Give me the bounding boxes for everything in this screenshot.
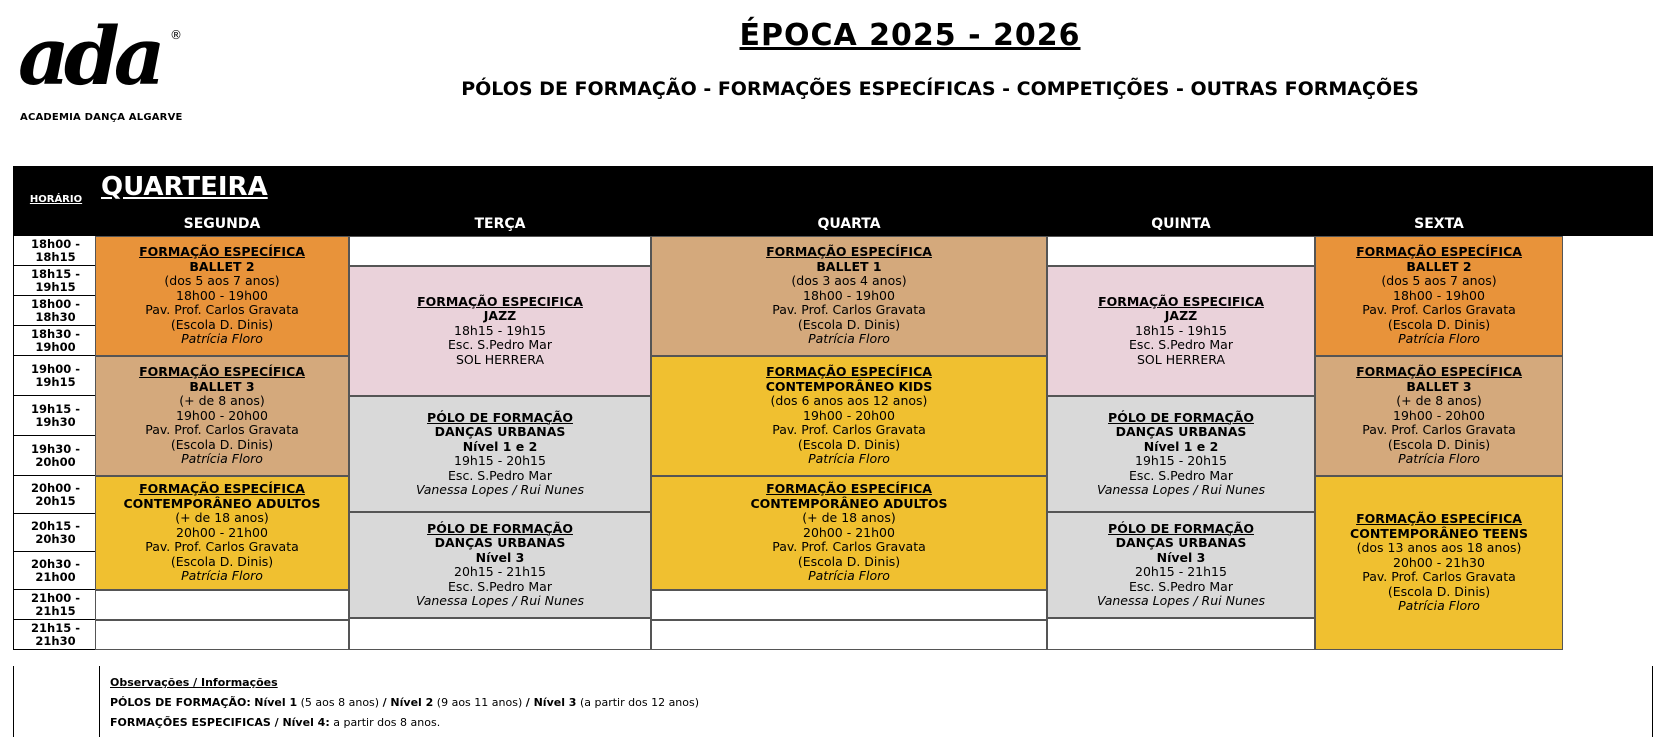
class-block-sexta-ballet2 [1315, 236, 1563, 356]
class-level: Nível 3 [1156, 549, 1206, 565]
schedule-header [13, 166, 1653, 236]
class-teacher: Vanessa Lopes / Rui Nunes [1096, 482, 1266, 497]
class-age: (dos 5 aos 7 anos) [1381, 273, 1497, 289]
notes-nivel2: / Nível 2 [382, 696, 434, 709]
class-name: DANÇAS URBANAS [434, 535, 566, 550]
class-category: FORMAÇÃO ESPECIFICA [417, 293, 583, 309]
class-teacher: Patrícia Floro [808, 568, 890, 584]
class-teacher: SOL HERRERA [455, 351, 544, 367]
time-slot: 20h30 - 21h00 [13, 552, 98, 590]
class-name: CONTEMPORÂNEO ADULTOS [750, 495, 948, 511]
class-category: FORMAÇÃO ESPECÍFICA [139, 364, 305, 380]
class-level: Nível 1 e 2 [462, 438, 538, 454]
class-place: Pav. Prof. Carlos Gravata [772, 422, 926, 438]
time-slot: 18h00 - 18h30 [13, 296, 98, 326]
empty-slot [651, 620, 1047, 650]
notes-line-polos [110, 696, 699, 709]
class-category: FORMAÇÃO ESPECÍFICA [139, 481, 305, 497]
class-time: 20h00 - 21h00 [803, 524, 895, 540]
class-teacher: Patrícia Floro [1398, 331, 1480, 347]
notes-title: Observações / Informações [110, 676, 278, 689]
class-block-sexta-ballet3 [1315, 356, 1563, 476]
empty-slot [1047, 618, 1315, 650]
class-name: DANÇAS URBANAS [1115, 424, 1247, 439]
class-teacher: Patrícia Floro [808, 451, 890, 467]
class-teacher: Vanessa Lopes / Rui Nunes [1096, 593, 1266, 608]
class-time: 19h15 - 20h15 [454, 453, 546, 468]
day-header-terca: TERÇA [474, 216, 526, 232]
class-category: FORMAÇÃO ESPECÍFICA [1356, 244, 1522, 260]
class-place-detail: (Escola D. Dinis) [797, 436, 901, 452]
class-age: (+ de 8 anos) [179, 393, 265, 409]
class-teacher: Vanessa Lopes / Rui Nunes [415, 482, 585, 497]
notes-section [99, 666, 1653, 737]
class-time: 18h00 - 19h00 [1393, 287, 1485, 303]
empty-slot [1047, 236, 1315, 266]
class-time: 20h00 - 21h30 [1393, 554, 1485, 570]
time-slot: 20h00 - 20h15 [13, 476, 98, 514]
horario-label: HORÁRIO [29, 194, 83, 205]
notes-nivel1-range: (5 aos 8 anos) [300, 696, 380, 709]
notes-left-cell [13, 666, 99, 737]
class-place-detail: (Escola D. Dinis) [1387, 316, 1491, 332]
class-time: 18h15 - 19h15 [1135, 322, 1227, 338]
logo-wordmark: ada [18, 9, 160, 103]
time-slot: 20h15 - 20h30 [13, 514, 98, 552]
class-name: BALLET 3 [189, 378, 255, 394]
schedule-table [13, 166, 1653, 737]
location-title: QUARTEIRA [101, 172, 268, 202]
class-name: DANÇAS URBANAS [434, 424, 566, 439]
notes-nivel2-range: (9 aos 11 anos) [436, 696, 523, 709]
notes-formacoes-label: FORMAÇÕES ESPECIFICAS / Nível 4: [110, 716, 330, 729]
class-teacher: Patrícia Floro [808, 331, 890, 347]
class-place-detail: (Escola D. Dinis) [170, 436, 274, 452]
class-block-quinta-dancas-urbanas-1-2 [1047, 396, 1315, 512]
class-time: 20h00 - 21h00 [176, 524, 268, 540]
class-time: 20h15 - 21h15 [454, 564, 546, 579]
class-place: Esc. S.Pedro Mar [1129, 467, 1233, 483]
class-place: Pav. Prof. Carlos Gravata [145, 539, 299, 555]
class-place: Esc. S.Pedro Mar [1129, 337, 1233, 353]
notes-polos-label: PÓLOS DE FORMAÇÃO: [110, 696, 251, 709]
class-category: PÓLO DE FORMAÇÃO [1108, 409, 1254, 425]
registered-mark: ® [170, 28, 182, 42]
empty-slot [95, 620, 349, 650]
class-time: 20h15 - 21h15 [1135, 564, 1227, 579]
class-block-quarta-contemporaneo-adultos [651, 476, 1047, 590]
page-title: ÉPOCA 2025 - 2026 [739, 18, 1081, 53]
time-slot: 18h15 - 19h15 [13, 266, 98, 296]
class-place: Esc. S.Pedro Mar [1129, 578, 1233, 594]
class-block-segunda-contemporaneo-adultos [95, 476, 349, 590]
class-place: Pav. Prof. Carlos Gravata [145, 422, 299, 438]
class-teacher: Patrícia Floro [181, 331, 263, 347]
class-time: 18h15 - 19h15 [454, 322, 546, 338]
class-block-terca-dancas-urbanas-1-2 [349, 396, 651, 512]
class-teacher: Patrícia Floro [1398, 598, 1480, 614]
class-place-detail: (Escola D. Dinis) [1387, 436, 1491, 452]
class-block-quarta-contemporaneo-kids [651, 356, 1047, 476]
class-category: FORMAÇÃO ESPECÍFICA [766, 481, 932, 497]
class-teacher: Patrícia Floro [181, 451, 263, 467]
class-place-detail: (Escola D. Dinis) [170, 553, 274, 569]
class-place: Pav. Prof. Carlos Gravata [1362, 569, 1516, 585]
empty-slot [349, 618, 651, 650]
time-slot: 21h15 - 21h30 [13, 620, 98, 650]
class-block-terca-jazz [349, 266, 651, 396]
empty-slot [651, 590, 1047, 620]
class-place: Esc. S.Pedro Mar [448, 578, 552, 594]
time-slot: 18h00 - 18h15 [13, 236, 98, 266]
class-name: CONTEMPORÂNEO ADULTOS [123, 495, 321, 511]
notes-line-formacoes [110, 716, 440, 729]
notes-formacoes-text: a partir dos 8 anos. [333, 716, 441, 729]
page-subtitle: PÓLOS DE FORMAÇÃO - FORMAÇÕES ESPECÍFICAS - COMPETIÇÕES - OUTRAS FORMAÇÕES [461, 78, 1419, 100]
class-name: CONTEMPORÂNEO TEENS [1350, 525, 1528, 541]
notes-nivel3: / Nível 3 [525, 696, 577, 709]
class-category: PÓLO DE FORMAÇÃO [427, 520, 573, 536]
class-age: (dos 6 anos aos 12 anos) [770, 393, 928, 409]
logo-tagline: ACADEMIA DANÇA ALGARVE [20, 112, 183, 123]
empty-slot [349, 236, 651, 266]
class-category: FORMAÇÃO ESPECIFICA [1098, 293, 1264, 309]
class-name: BALLET 2 [189, 258, 255, 274]
class-name: JAZZ [483, 308, 517, 324]
class-level: Nível 3 [475, 549, 525, 565]
class-place-detail: (Escola D. Dinis) [1387, 583, 1491, 599]
day-header-quarta: QUARTA [817, 216, 881, 232]
class-category: FORMAÇÃO ESPECÍFICA [766, 364, 932, 380]
class-teacher: SOL HERRERA [1136, 351, 1225, 367]
class-age: (+ de 8 anos) [1396, 393, 1482, 409]
class-teacher: Patrícia Floro [1398, 451, 1480, 467]
class-place-detail: (Escola D. Dinis) [797, 316, 901, 332]
class-place: Pav. Prof. Carlos Gravata [145, 302, 299, 318]
class-place-detail: (Escola D. Dinis) [170, 316, 274, 332]
class-category: PÓLO DE FORMAÇÃO [1108, 520, 1254, 536]
class-place: Pav. Prof. Carlos Gravata [1362, 422, 1516, 438]
time-slot: 21h00 - 21h15 [13, 590, 98, 620]
class-teacher: Vanessa Lopes / Rui Nunes [415, 593, 585, 608]
class-block-quinta-dancas-urbanas-3 [1047, 512, 1315, 618]
class-place: Pav. Prof. Carlos Gravata [772, 539, 926, 555]
time-slot: 19h00 - 19h15 [13, 356, 98, 396]
class-time: 18h00 - 19h00 [176, 287, 268, 303]
empty-slot [95, 590, 349, 620]
notes-nivel3-range: (a partir dos 12 anos) [579, 696, 700, 709]
class-name: DANÇAS URBANAS [1115, 535, 1247, 550]
class-block-terca-dancas-urbanas-3 [349, 512, 651, 618]
time-slot: 18h30 - 19h00 [13, 326, 98, 356]
notes-nivel1: Nível 1 [254, 696, 298, 709]
class-category: FORMAÇÃO ESPECÍFICA [1356, 511, 1522, 527]
class-age: (dos 5 aos 7 anos) [164, 273, 280, 289]
day-header-quinta: QUINTA [1151, 216, 1211, 232]
class-time: 18h00 - 19h00 [803, 287, 895, 303]
class-category: PÓLO DE FORMAÇÃO [427, 409, 573, 425]
class-category: FORMAÇÃO ESPECÍFICA [139, 244, 305, 260]
time-slot: 19h30 - 20h00 [13, 436, 98, 476]
class-age: (+ de 18 anos) [175, 510, 269, 526]
class-age: (dos 3 aos 4 anos) [791, 273, 907, 289]
class-place-detail: (Escola D. Dinis) [797, 553, 901, 569]
class-name: JAZZ [1164, 308, 1198, 324]
class-time: 19h00 - 20h00 [803, 407, 895, 423]
class-place: Esc. S.Pedro Mar [448, 467, 552, 483]
day-header-segunda: SEGUNDA [183, 216, 261, 232]
day-header-sexta: SEXTA [1414, 216, 1464, 232]
class-time: 19h00 - 20h00 [1393, 407, 1485, 423]
class-block-segunda-ballet3 [95, 356, 349, 476]
class-name: BALLET 3 [1406, 378, 1472, 394]
class-age: (+ de 18 anos) [802, 510, 896, 526]
class-teacher: Patrícia Floro [181, 568, 263, 584]
class-block-sexta-contemporaneo-teens [1315, 476, 1563, 650]
class-block-segunda-ballet2 [95, 236, 349, 356]
class-place: Pav. Prof. Carlos Gravata [772, 302, 926, 318]
class-name: BALLET 1 [816, 258, 882, 274]
class-level: Nível 1 e 2 [1143, 438, 1219, 454]
class-place: Pav. Prof. Carlos Gravata [1362, 302, 1516, 318]
class-place: Esc. S.Pedro Mar [448, 337, 552, 353]
class-category: FORMAÇÃO ESPECÍFICA [766, 244, 932, 260]
class-name: BALLET 2 [1406, 258, 1472, 274]
academy-logo [18, 8, 188, 126]
time-slot: 19h15 - 19h30 [13, 396, 98, 436]
class-category: FORMAÇÃO ESPECÍFICA [1356, 364, 1522, 380]
class-block-quarta-ballet1 [651, 236, 1047, 356]
class-time: 19h00 - 20h00 [176, 407, 268, 423]
class-age: (dos 13 anos aos 18 anos) [1356, 540, 1522, 556]
class-block-quinta-jazz [1047, 266, 1315, 396]
class-name: CONTEMPORÂNEO KIDS [765, 378, 933, 394]
class-time: 19h15 - 20h15 [1135, 453, 1227, 468]
